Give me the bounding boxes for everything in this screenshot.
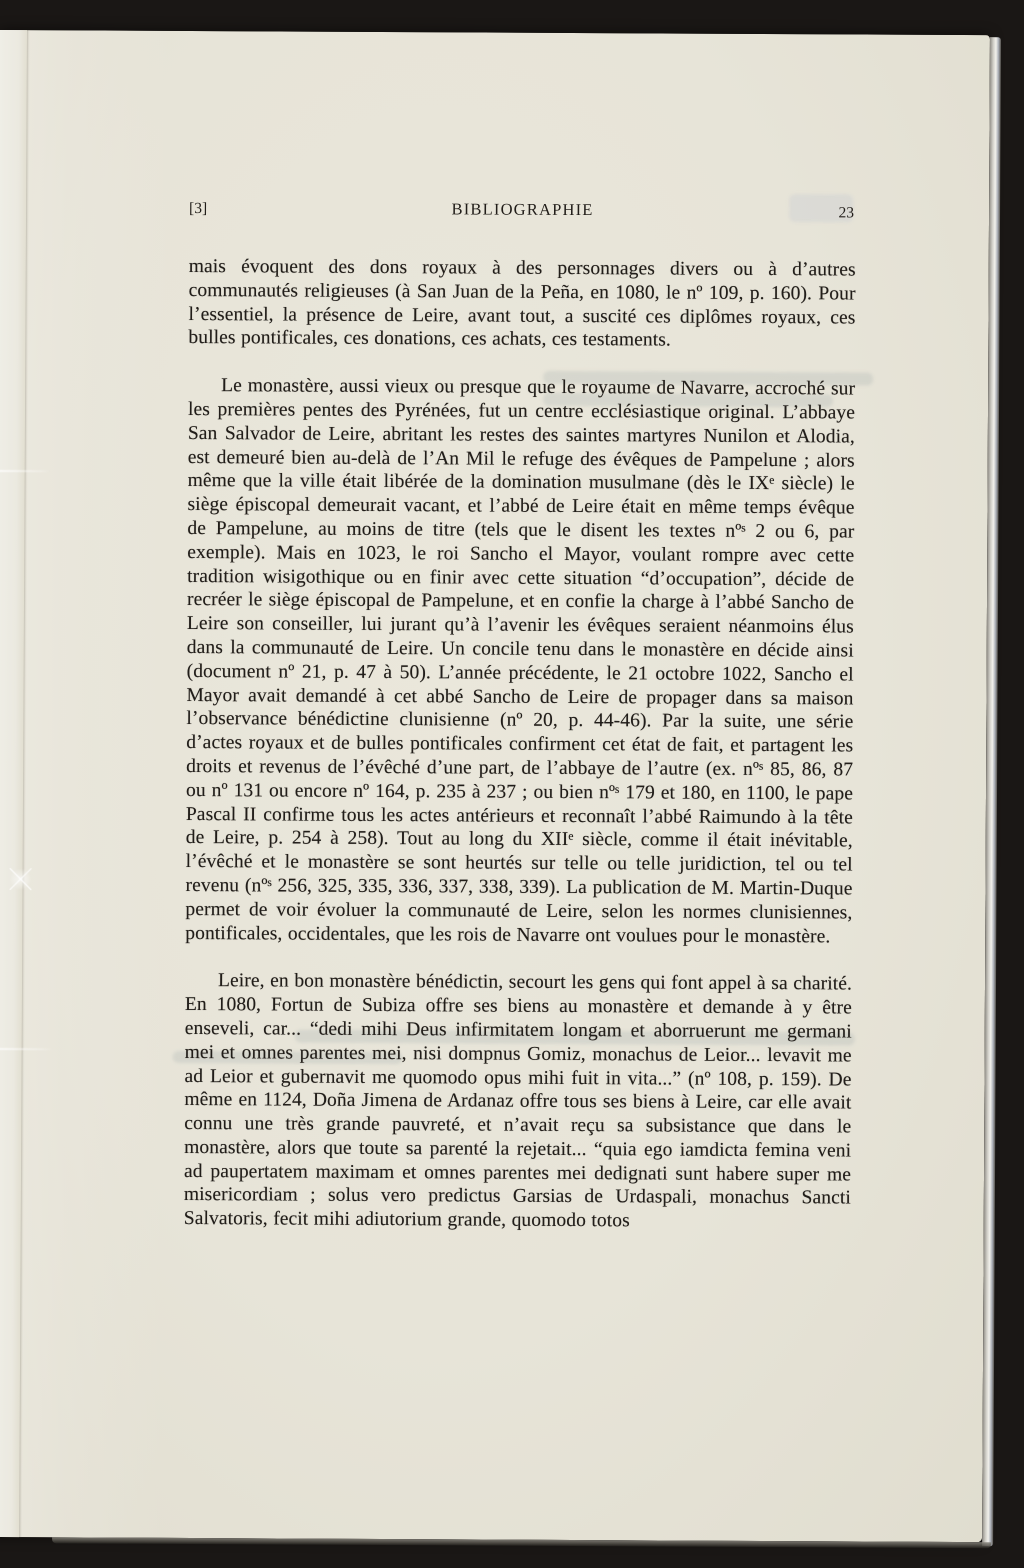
page-text-block (184, 198, 856, 1235)
paper-crease-lower (0, 1048, 53, 1050)
section-reference: [3] (189, 199, 208, 218)
body-paragraph-1: mais évoquent des dons royaux à des personnages divers ou à d’autres communautés religieuses (à San Juan de la Peña, en 1080, le nº 109, p. 160). Pour l’essentiel, la présence de Leire, avant tout, a suscité ces diplômes royaux, ces bulles pontificales, ces donations, ces achats, ces testaments. (188, 255, 856, 351)
paper-crease-upper (0, 470, 50, 472)
running-header (189, 198, 856, 221)
body-paragraph-2: Le monastère, aussi vieux ou presque que le royaume de Navarre, accroché sur les premières pentes des Pyrénées, fut un centre ecclésiastique original. L’abbaye San Salvador de Leire, abritant les restes des saintes martyres Nunilon et Alodia, est demeuré bien au-delà de l’An Mil le refuge des évêques de Pampelune ; alors même que la ville était libérée de la domination musulmane (dès le IXᵉ siècle) le siège épiscopal demeurait vacant, et l’abbé de Leire était en même temps évêque de Pampelune, au moins de titre (tels que le disent les textes nºˢ 2 ou 6, par exemple). Mais en 1023, le roi Sancho el Mayor, voulant rompre avec cette tradition wisigothique ou en finir avec cette situation “d’occupation”, décide de recréer le siège épiscopal de Pampelune, et en confie la charge à l’abbé Sancho de Leire son conseiller, lui jurant qu’à l’avenir les évêques seraient néanmoins élus dans la communauté de Leire. Un concile tenu dans le monastère en décide ainsi (document nº 21, p. 47 à 50). L’année précédente, le 21 octobre 1022, Sancho el Mayor avait demandé à cet abbé Sancho de Leire de propager dans sa maison l’observance bénédictine clunisienne (nº 20, p. 44-46). Par la suite, une série d’actes royaux et de bulles pontificales confirment cet état de fait, et partagent les droits et revenus de l’évêché d’une part, de l’abbaye de l’autre (ex. nºˢ 85, 86, 87 ou nº 131 ou encore nº 164, p. 235 à 237 ; ou bien nºˢ 179 et 180, en 1100, le pape Pascal II confirme tous les actes antérieurs et reconnaît l’abbé Raimundo à la tête de Leire, p. 254 à 258). Tout au long du XIIᵉ siècle, comme il était inévitable, l’évêché et le monastère se sont heurtés sur telle ou telle juridiction, tel ou tel revenu (nºˢ 256, 325, 335, 336, 337, 338, 339). La publication de M. Martin-Duque permet de voir évoluer la communauté de Leire, selon les normes clunisiennes, pontificales, occidentales, que les rois de Navarre ont voulues pour le monastère. (185, 375, 856, 947)
body-paragraph-3: Leire, en bon monastère bénédictin, secourt les gens qui font appel à sa charité. En 1080, Fortun de Subiza offre ses biens au monastère et demande à y être enseveli, car... “dedi mihi Deus infirmitatem longam et aborruerunt me germani mei et omnes parentes mei, nisi dompnus Gomiz, monachus de Leior... levavit me ad Leior et gubernavit me quomodo opus mihi fuit in vita...” (nº 108, p. 159). De même en 1124, Doña Jimena de Ardanaz offre tous ses biens à Leire, car elle avait connu une très grande pauvreté, et n’avait reçu sa subsistance que dans le monastère, alors que toute sa parenté la rejetait... “quia ego iamdicta femina veni ad paupertatem maximam et omnes parentes mei dedignati sunt habere super me misericordiam ; solus vero predictus Garsias de Urdaspali, monachus Sancti Salvatoris, fecit mihi adiutorium grande, quomodo totos (183, 970, 853, 1232)
paper-crease-starburst (9, 868, 31, 890)
running-title: BIBLIOGRAPHIE (451, 199, 594, 220)
book-page (0, 30, 990, 1542)
page-number: 23 (838, 204, 855, 222)
